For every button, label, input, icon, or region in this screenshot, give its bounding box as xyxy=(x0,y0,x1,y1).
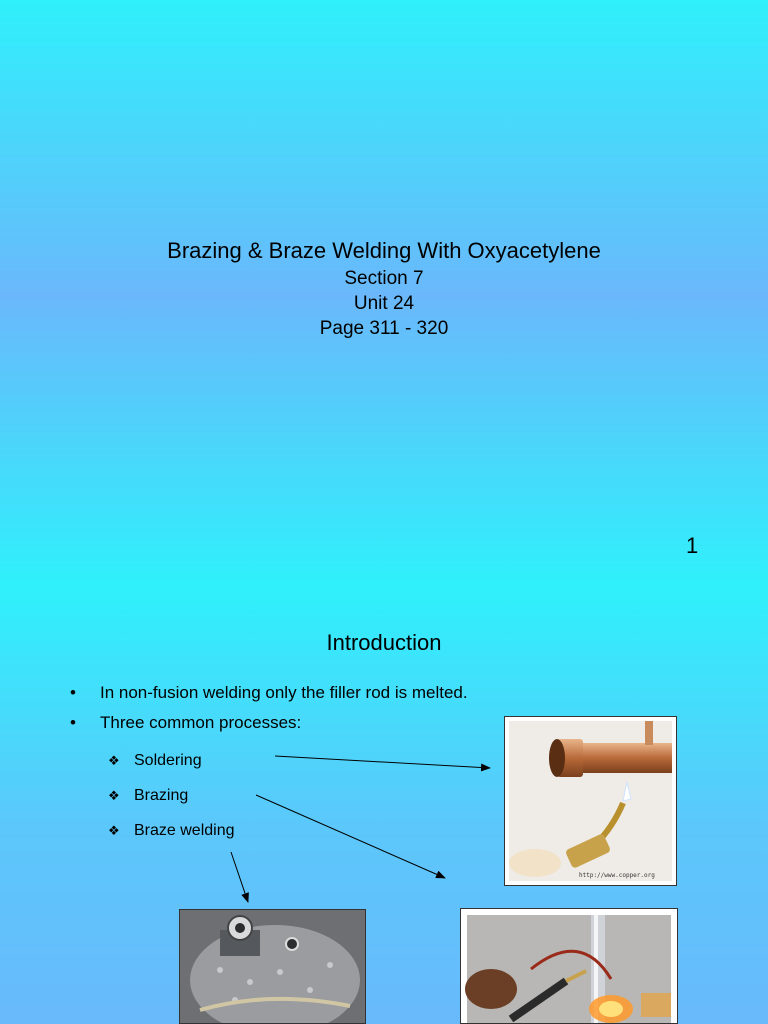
slide-2 xyxy=(0,590,768,1024)
slide-title: Brazing & Braze Welding With Oxyacetylene xyxy=(167,238,601,263)
bullet-item: • Three common processes: xyxy=(70,708,468,738)
bullet-item: • In non-fusion welding only the filler rod is melted. xyxy=(70,678,468,708)
process-item-brazing: ❖ Brazing xyxy=(108,778,235,813)
arrow-soldering xyxy=(275,756,490,768)
page-range-label: Page 311 - 320 xyxy=(319,318,449,339)
arrow-braze-welding xyxy=(231,852,248,902)
soldering-photo xyxy=(504,716,677,886)
slide-number: 1 xyxy=(686,533,699,558)
brazing-photo xyxy=(460,908,678,1024)
bullet-icon: • xyxy=(70,713,76,732)
process-item-braze-welding: ❖ Braze welding xyxy=(108,813,235,848)
section-label: Section 7 xyxy=(344,268,424,289)
title-block xyxy=(0,236,768,341)
bullet-icon: • xyxy=(70,683,76,702)
intro-title: Introduction xyxy=(326,630,442,655)
photo-credit: http://www.copper.org xyxy=(579,872,655,879)
diamond-bullet-icon: ❖ xyxy=(108,823,120,838)
diamond-bullet-icon: ❖ xyxy=(108,788,120,803)
diamond-bullet-icon: ❖ xyxy=(108,753,120,768)
braze-welding-photo xyxy=(179,909,366,1024)
process-item-soldering: ❖ Soldering xyxy=(108,743,235,778)
arrow-brazing xyxy=(256,795,445,878)
unit-label: Unit 24 xyxy=(353,293,415,314)
